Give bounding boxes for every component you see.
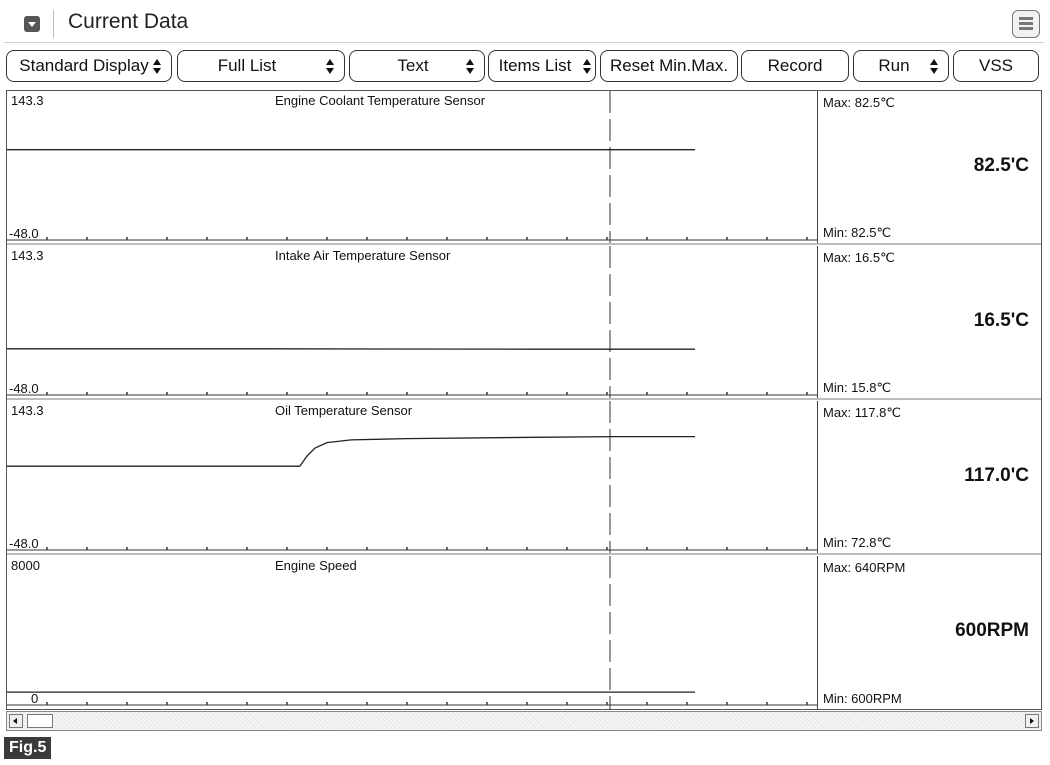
y-min-label: 0 bbox=[31, 691, 39, 706]
spinner-icon bbox=[153, 59, 161, 75]
figure-label: Fig.5 bbox=[4, 737, 51, 759]
spinner-icon bbox=[930, 59, 938, 75]
toolbar bbox=[6, 50, 1046, 84]
items-list-label: Items List bbox=[498, 56, 572, 75]
standard-display-dropdown[interactable] bbox=[6, 50, 172, 82]
panel-divider bbox=[7, 398, 1041, 400]
sensor-name: Intake Air Temperature Sensor bbox=[275, 248, 451, 263]
collapse-icon[interactable] bbox=[24, 16, 40, 32]
record-button[interactable] bbox=[741, 50, 849, 82]
graph-area bbox=[6, 90, 1042, 710]
full-list-dropdown[interactable] bbox=[177, 50, 345, 82]
standard-display-label: Standard Display bbox=[19, 56, 149, 75]
spinner-icon bbox=[326, 59, 334, 75]
y-max-label: 143.3 bbox=[11, 93, 44, 108]
record-label: Record bbox=[767, 56, 823, 75]
panel-divider bbox=[7, 553, 1041, 555]
text-label: Text bbox=[397, 56, 429, 75]
current-value: 117.0'C bbox=[964, 465, 1029, 486]
title-separator bbox=[53, 10, 54, 38]
min-readout: Min: 82.5℃ bbox=[823, 225, 892, 240]
chart-svg bbox=[7, 246, 817, 400]
run-label: Run bbox=[878, 56, 910, 75]
y-min-label: -48.0 bbox=[9, 226, 39, 241]
max-readout: Max: 117.8℃ bbox=[823, 405, 901, 420]
graph-panel[interactable] bbox=[7, 246, 1041, 400]
max-readout: Max: 16.5℃ bbox=[823, 250, 895, 265]
min-readout: Min: 72.8℃ bbox=[823, 535, 892, 550]
min-readout: Min: 15.8℃ bbox=[823, 380, 892, 395]
scroll-right-icon[interactable] bbox=[1025, 714, 1039, 728]
current-value: 600RPM bbox=[955, 620, 1029, 641]
vss-label: VSS bbox=[978, 56, 1014, 75]
reset-label: Reset Min.Max. bbox=[609, 56, 729, 75]
graph-panel[interactable] bbox=[7, 91, 1041, 245]
sensor-name: Engine Speed bbox=[275, 558, 357, 573]
vss-button[interactable] bbox=[953, 50, 1039, 82]
sensor-name: Oil Temperature Sensor bbox=[275, 403, 413, 418]
current-value: 16.5'C bbox=[973, 310, 1029, 331]
full-list-label: Full List bbox=[217, 56, 277, 75]
y-min-label: -48.0 bbox=[9, 536, 39, 551]
series-line bbox=[7, 437, 695, 467]
scroll-left-icon[interactable] bbox=[9, 714, 23, 728]
max-readout: Max: 82.5℃ bbox=[823, 95, 895, 110]
spinner-icon bbox=[466, 59, 474, 75]
y-max-label: 143.3 bbox=[11, 248, 44, 263]
chart-svg bbox=[7, 91, 817, 245]
items-list-dropdown[interactable] bbox=[488, 50, 596, 82]
current-value: 82.5'C bbox=[973, 155, 1029, 176]
scroll-thumb[interactable] bbox=[27, 714, 53, 728]
run-dropdown[interactable] bbox=[853, 50, 949, 82]
y-min-label: -48.0 bbox=[9, 381, 39, 396]
panel-divider bbox=[7, 243, 1041, 245]
y-max-label: 143.3 bbox=[11, 403, 44, 418]
y-max-label: 8000 bbox=[11, 558, 40, 573]
menu-icon[interactable] bbox=[1012, 10, 1040, 38]
chart-svg bbox=[7, 556, 817, 710]
sensor-name: Engine Coolant Temperature Sensor bbox=[275, 93, 486, 108]
horizontal-scrollbar[interactable] bbox=[6, 711, 1042, 731]
page-title: Current Data bbox=[68, 10, 189, 33]
reset-min-max-button[interactable] bbox=[600, 50, 738, 82]
max-readout: Max: 640RPM bbox=[823, 560, 906, 575]
graph-panel[interactable] bbox=[7, 556, 1041, 710]
min-readout: Min: 600RPM bbox=[823, 691, 902, 706]
spinner-icon bbox=[583, 59, 591, 75]
graph-panel[interactable] bbox=[7, 401, 1041, 555]
text-dropdown[interactable] bbox=[349, 50, 485, 82]
title-bar bbox=[4, 2, 1044, 43]
chart-svg bbox=[7, 401, 817, 555]
